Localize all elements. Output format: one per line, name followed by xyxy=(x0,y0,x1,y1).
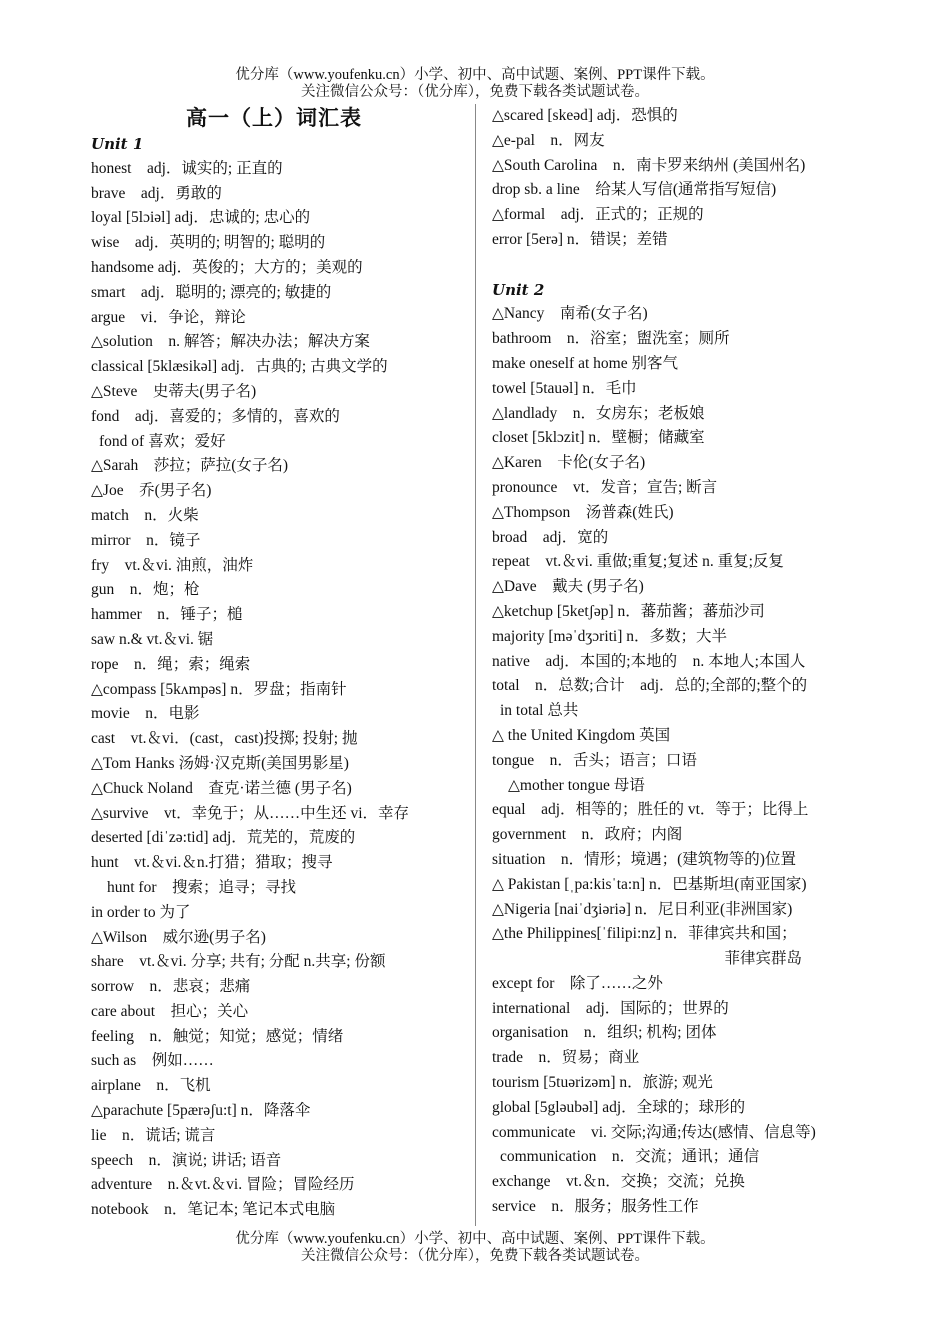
vocab-entry: deserted [diˈzə:tid] adj．荒芜的，荒废的 xyxy=(91,829,356,847)
vocab-entry: △landlady n．女房东；老板娘 xyxy=(492,404,705,422)
vocab-entry: △Karen 卡伦(女子名) xyxy=(492,454,646,472)
vocab-entry: notebook n．笔记本; 笔记本式电脑 xyxy=(91,1201,336,1219)
vocab-entry: fond adj．喜爱的；多情的，喜欢的 xyxy=(91,407,340,425)
unit-2-word-list xyxy=(492,302,872,1219)
left-column xyxy=(91,104,461,1223)
vocab-entry: △Nigeria [naiˈdʒiəriə] n．尼日利亚(非洲国家) xyxy=(492,900,793,918)
vocab-entry: fond of 喜欢；爱好 xyxy=(99,432,226,450)
vocab-entry: share vt.＆vi. 分享; 共有; 分配 n.共享; 份额 xyxy=(91,953,386,971)
vocab-entry: mirror n．镜子 xyxy=(91,531,201,549)
header-line-2: 关注微信公众号：（优分库），免费下载各类试题试卷。 xyxy=(301,84,649,100)
vocab-entry: △South Carolina n．南卡罗来纳州 (美国州名) xyxy=(492,156,806,174)
vocab-entry: hunt for 搜索；追寻；寻找 xyxy=(107,878,297,896)
vocab-entry: feeling n．触觉；知觉；感觉；情绪 xyxy=(91,1027,344,1045)
vocab-entry: wise adj．英明的; 明智的; 聪明的 xyxy=(91,234,326,252)
vocab-entry: fry vt.＆vi. 油煎，油炸 xyxy=(91,556,254,574)
vocab-entry: tourism [5tuərizəm] n．旅游; 观光 xyxy=(492,1074,713,1092)
header-line-1: 优分库（www.youfenku.cn）小学、初中、高中试题、案例、PPT课件下载。 xyxy=(235,67,715,83)
vocab-entry: communication n．交流；通讯；通信 xyxy=(500,1148,760,1166)
right-column xyxy=(492,104,872,1220)
vocab-entry: △e-pal n．网友 xyxy=(492,131,605,149)
vocab-entry: △compass [5kʌmpəs] n．罗盘；指南针 xyxy=(91,680,347,698)
vocab-entry: total n．总数;合计 adj．总的;全部的;整个的 xyxy=(492,677,808,695)
vocab-entry: equal adj．相等的；胜任的 vt．等于；比得上 xyxy=(492,801,809,819)
vocab-entry: bathroom n．浴室；盥洗室；厕所 xyxy=(492,330,730,348)
unit-1-heading: Unit 1 xyxy=(91,135,144,153)
footer-line-1: 优分库（www.youfenku.cn）小学、初中、高中试题、案例、PPT课件下载。 xyxy=(235,1231,715,1247)
vocab-entry: care about 担心；关心 xyxy=(91,1002,249,1020)
vocab-entry: △Chuck Noland 查克·诺兰德 (男子名) xyxy=(91,779,352,797)
vocab-entry: majority [məˈdʒɔriti] n．多数；大半 xyxy=(492,627,728,645)
vocab-entry: pronounce vt．发音；宣告; 断言 xyxy=(492,478,718,496)
vocab-entry: honest adj．诚实的; 正直的 xyxy=(91,159,283,177)
vocab-entry: trade n．贸易；商业 xyxy=(492,1049,640,1067)
vocab-entry: △parachute [5pærəʃu:t] n．降落伞 xyxy=(91,1102,311,1120)
vocab-entry: △survive vt．幸免于；从……中生还 vi．幸存 xyxy=(91,804,410,822)
vocab-entry: gun n．炮；枪 xyxy=(91,581,200,599)
vocab-entry: △scared [skeəd] adj．恐惧的 xyxy=(492,107,678,124)
header-banner xyxy=(0,67,950,101)
vocab-entry: government n．政府；内阁 xyxy=(492,826,683,844)
vocab-entry: brave adj．勇敢的 xyxy=(91,184,222,202)
vocab-entry: match n．火柴 xyxy=(91,506,199,524)
footer-line-2: 关注微信公众号：（优分库），免费下载各类试题试卷。 xyxy=(301,1248,649,1264)
vocab-entry: error [5erə] n．错误；差错 xyxy=(492,230,668,248)
vocab-entry: saw n.& vt.＆vi. 锯 xyxy=(91,630,214,648)
vocab-entry: tongue n．舌头；语言；口语 xyxy=(492,751,697,769)
vocab-entry: smart adj．聪明的; 漂亮的; 敏捷的 xyxy=(91,283,332,301)
vocab-entry: △Dave 戴夫 (男子名) xyxy=(492,578,644,596)
vocab-entry: communicate vi. 交际;沟通;传达(感情、信息等) xyxy=(492,1123,816,1141)
vocab-entry: argue vi．争论，辩论 xyxy=(91,308,246,326)
vocab-entry: hunt vt.＆vi.＆n.打猎；猎取；搜寻 xyxy=(91,854,333,872)
vocab-entry: exchange vt.＆n．交换；交流；兑换 xyxy=(492,1173,745,1191)
vocab-entry: repeat vt.＆vi. 重做;重复;复述 n. 重复;反复 xyxy=(492,553,784,571)
vocab-entry: situation n．情形；境遇；(建筑物等的)位置 xyxy=(492,850,796,868)
vocab-entry: service n．服务；服务性工作 xyxy=(492,1198,699,1216)
vocab-entry: make oneself at home 别客气 xyxy=(492,354,678,372)
vocab-entry: speech n．演说; 讲话; 语音 xyxy=(91,1151,282,1169)
unit-1-word-list-continued xyxy=(492,104,872,253)
column-divider xyxy=(475,104,476,1226)
vocab-entry: △solution n. 解答；解决办法；解决方案 xyxy=(91,333,370,351)
vocab-entry: △Steve 史蒂夫(男子名) xyxy=(91,382,257,400)
vocab-entry: lie n．谎话; 谎言 xyxy=(91,1126,216,1144)
vocab-entry: in order to 为了 xyxy=(91,903,191,921)
vocab-entry: △the Philippines[ˈfilipi:nz] n．菲律宾共和国； xyxy=(492,925,797,943)
vocab-entry: △ Pakistan [ˌpa:kisˈta:n] n．巴基斯坦(南亚国家) xyxy=(492,875,807,893)
vocab-entry: handsome adj．英俊的；大方的；美观的 xyxy=(91,258,363,276)
vocab-entry: △Nancy 南希(女子名) xyxy=(492,305,648,323)
vocab-entry: towel [5tauəl] n．毛巾 xyxy=(492,379,637,397)
vocab-entry: movie n．电影 xyxy=(91,705,200,723)
vocab-entry: organisation n．组织; 机构; 团体 xyxy=(492,1024,717,1042)
vocab-entry: △Wilson 威尔逊(男子名) xyxy=(91,928,266,946)
vocab-entry: △Sarah 莎拉；萨拉(女子名) xyxy=(91,457,289,475)
vocab-entry: △Tom Hanks 汤姆·汉克斯(美国男影星) xyxy=(91,754,349,772)
vocab-entry: broad adj．宽的 xyxy=(492,528,609,546)
vocab-entry: except for 除了……之外 xyxy=(492,974,663,992)
vocab-entry: adventure n.＆vt.＆vi. 冒险；冒险经历 xyxy=(91,1176,355,1194)
vocab-entry: △Thompson 汤普森(姓氏) xyxy=(492,503,674,521)
vocab-entry: international adj．国际的；世界的 xyxy=(492,999,729,1017)
unit-2-heading: Unit 2 xyxy=(492,280,545,299)
vocab-entry: △Joe 乔(男子名) xyxy=(91,482,212,500)
vocab-entry: classical [5klæsikəl] adj．古典的; 古典文学的 xyxy=(91,358,388,376)
vocab-entry: drop sb. a line 给某人写信(通常指写短信) xyxy=(492,181,777,199)
vocab-entry: hammer n．锤子；槌 xyxy=(91,606,243,624)
vocab-entry: △mother tongue 母语 xyxy=(508,776,645,794)
vocab-entry: in total 总共 xyxy=(500,702,579,720)
vocab-entry: sorrow n．悲哀；悲痛 xyxy=(91,978,251,996)
vocab-entry: global [5gləubəl] adj．全球的；球形的 xyxy=(492,1098,746,1116)
vocab-entry: △ the United Kingdom 英国 xyxy=(492,726,671,744)
vocab-entry: rope n．绳；索；绳索 xyxy=(91,655,251,673)
vocab-entry: closet [5klɔzit] n．壁橱；储藏室 xyxy=(492,429,705,447)
vocab-entry: airplane n．飞机 xyxy=(91,1077,211,1095)
unit-1-word-list xyxy=(91,157,461,1223)
vocab-entry: cast vt.＆vi．(cast，cast)投掷; 投射; 抛 xyxy=(91,730,358,748)
footer-banner xyxy=(0,1231,950,1265)
vocab-entry: 菲律宾群岛 xyxy=(724,950,802,968)
unit-spacer xyxy=(492,253,872,278)
vocab-entry: loyal [5lɔiəl] adj．忠诚的; 忠心的 xyxy=(91,209,311,227)
vocab-entry: △ketchup [5ketʃəp] n．蕃茄酱；蕃茄沙司 xyxy=(492,602,765,620)
vocab-entry: native adj．本国的;本地的 n. 本地人;本国人 xyxy=(492,652,806,670)
page-title: 高一（上）词汇表 xyxy=(186,105,362,130)
vocab-entry: △formal adj．正式的；正规的 xyxy=(492,206,704,224)
vocab-entry: such as 例如…… xyxy=(91,1052,214,1070)
